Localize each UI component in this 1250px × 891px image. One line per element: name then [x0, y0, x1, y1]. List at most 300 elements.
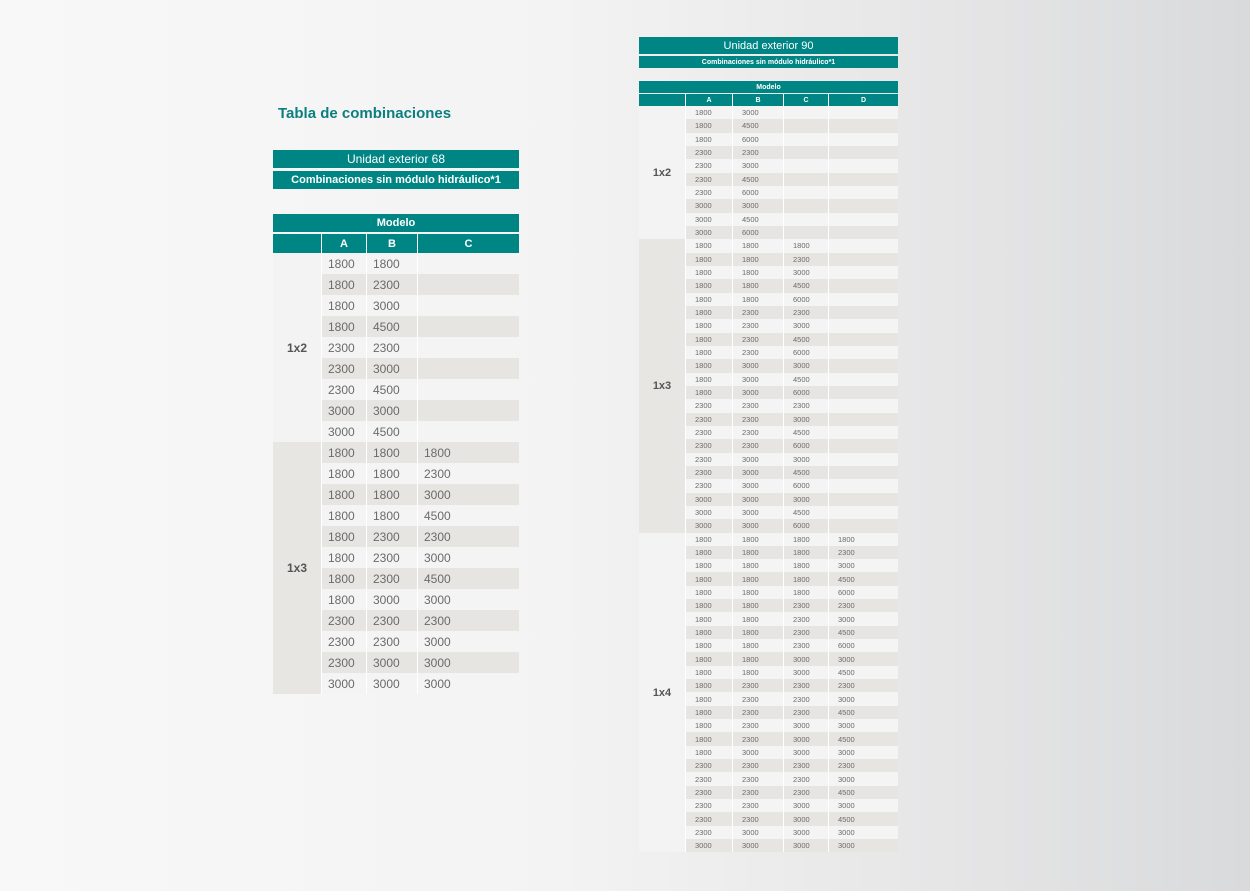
table-cell: 2300 [828, 759, 898, 772]
table-cell: 1800 [685, 293, 732, 306]
table-row [685, 546, 898, 559]
table-cell: 6000 [828, 586, 898, 599]
table-cell: 6000 [828, 639, 898, 652]
table-cell: 1800 [732, 586, 783, 599]
table-cell: 2300 [828, 679, 898, 692]
table-cell: 3000 [828, 719, 898, 732]
table-cell [828, 439, 898, 452]
table-cell: 3000 [685, 506, 732, 519]
table-cell: 3000 [828, 772, 898, 785]
table-cell: 1800 [783, 533, 828, 546]
column-header-a: A [685, 94, 732, 106]
table-row [685, 839, 898, 852]
table-cell [417, 337, 519, 358]
table-row [321, 421, 519, 442]
table-cell: 2300 [685, 466, 732, 479]
table-cell: 1800 [321, 442, 366, 463]
table-cell: 4500 [417, 568, 519, 589]
table-cell [783, 213, 828, 226]
table-row [685, 306, 898, 319]
table-cell: 3000 [417, 589, 519, 610]
table-cell: 4500 [828, 572, 898, 585]
table-row [321, 295, 519, 316]
table-row [321, 337, 519, 358]
table-cell [828, 133, 898, 146]
table-cell: 1800 [685, 306, 732, 319]
table-cell: 2300 [321, 610, 366, 631]
table-cell [828, 399, 898, 412]
table-cell: 6000 [783, 293, 828, 306]
table-row [685, 346, 898, 359]
table-cell [828, 479, 898, 492]
table-row [685, 186, 898, 199]
table-cell: 1800 [685, 679, 732, 692]
column-header-group [273, 234, 321, 253]
table-cell [783, 199, 828, 212]
table-cell: 2300 [685, 439, 732, 452]
table-cell: 4500 [732, 173, 783, 186]
table-row [685, 719, 898, 732]
table-row [685, 373, 898, 386]
table-cell: 1800 [732, 546, 783, 559]
table-row [685, 666, 898, 679]
table-cell: 3000 [366, 358, 417, 379]
table-cell: 2300 [321, 379, 366, 400]
table-cell: 1800 [783, 546, 828, 559]
table-cell: 2300 [732, 799, 783, 812]
table-cell: 1800 [685, 546, 732, 559]
table-row [685, 772, 898, 785]
table-cell [828, 466, 898, 479]
table-cell: 2300 [685, 759, 732, 772]
table-cell: 2300 [783, 786, 828, 799]
column-header-c: C [783, 94, 828, 106]
table-cell: 3000 [732, 373, 783, 386]
table-cell: 1800 [685, 652, 732, 665]
table-cell: 2300 [732, 426, 783, 439]
table-row [685, 173, 898, 186]
table-cell: 3000 [732, 826, 783, 839]
table-cell [828, 119, 898, 132]
table-cell: 2300 [783, 759, 828, 772]
table-cell: 2300 [783, 253, 828, 266]
table-cell: 1800 [685, 626, 732, 639]
table-cell: 2300 [417, 463, 519, 484]
table-cell: 3000 [321, 400, 366, 421]
table-cell: 2300 [783, 639, 828, 652]
table-cell: 1800 [685, 359, 732, 372]
column-header-c: C [417, 234, 519, 253]
table-cell: 2300 [732, 146, 783, 159]
table-cell: 2300 [685, 479, 732, 492]
table-cell: 1800 [685, 746, 732, 759]
table-cell: 3000 [783, 719, 828, 732]
table-cell [828, 146, 898, 159]
table-cell: 3000 [732, 519, 783, 532]
table-row [321, 379, 519, 400]
column-header-group [639, 94, 685, 106]
table-cell: 1800 [321, 463, 366, 484]
table-cell: 3000 [828, 692, 898, 705]
table-cell: 2300 [732, 413, 783, 426]
table-cell: 6000 [783, 519, 828, 532]
table-cell: 3000 [783, 799, 828, 812]
table-cell: 2300 [783, 626, 828, 639]
table-cell [783, 186, 828, 199]
table-row [685, 359, 898, 372]
table-cell [828, 186, 898, 199]
table-cell: 2300 [732, 706, 783, 719]
table-cell: 4500 [828, 706, 898, 719]
column-header-row [639, 94, 898, 106]
table-cell: 2300 [685, 772, 732, 785]
table-cell: 6000 [783, 479, 828, 492]
table-cell: 3000 [783, 746, 828, 759]
table-row [685, 479, 898, 492]
table-cell: 3000 [685, 839, 732, 852]
table-cell [828, 506, 898, 519]
table-cell: 3000 [783, 493, 828, 506]
table-cell: 3000 [783, 413, 828, 426]
table-cell: 2300 [321, 337, 366, 358]
table-cell: 1800 [685, 533, 732, 546]
table-rows [685, 106, 898, 852]
model-header: Modelo [639, 81, 898, 93]
table-cell: 3000 [783, 652, 828, 665]
table-row [321, 631, 519, 652]
table-cell: 4500 [783, 466, 828, 479]
table-cell: 1800 [732, 266, 783, 279]
table-cell: 3000 [783, 319, 828, 332]
table-row [685, 586, 898, 599]
column-header-b: B [366, 234, 417, 253]
table-row [685, 413, 898, 426]
table-row [321, 673, 519, 694]
table-cell [828, 279, 898, 292]
table-cell: 2300 [828, 599, 898, 612]
table-cell: 3000 [828, 612, 898, 625]
unit-90-title: Unidad exterior 90 [639, 37, 898, 54]
table-row [685, 626, 898, 639]
table-cell: 1800 [732, 612, 783, 625]
table-cell: 1800 [732, 239, 783, 252]
table-cell: 3000 [685, 493, 732, 506]
table-cell: 1800 [685, 639, 732, 652]
table-cell [828, 159, 898, 172]
table-cell: 1800 [366, 442, 417, 463]
table-cell: 1800 [685, 599, 732, 612]
table-cell: 1800 [321, 547, 366, 568]
table-cell: 3000 [417, 547, 519, 568]
table-cell: 1800 [685, 666, 732, 679]
table-cell: 4500 [783, 506, 828, 519]
table-cell: 2300 [685, 159, 732, 172]
table-row [685, 199, 898, 212]
table-row [685, 799, 898, 812]
table-cell: 2300 [732, 772, 783, 785]
table-row [321, 400, 519, 421]
table-cell: 2300 [828, 546, 898, 559]
table-cell [828, 413, 898, 426]
table-body [639, 106, 898, 852]
table-cell [783, 173, 828, 186]
table-row [685, 679, 898, 692]
table-cell: 2300 [366, 337, 417, 358]
column-header-d: D [828, 94, 898, 106]
table-cell: 2300 [685, 146, 732, 159]
table-cell: 2300 [417, 526, 519, 547]
table-cell: 3000 [732, 199, 783, 212]
table-row [685, 826, 898, 839]
table-cell: 4500 [783, 426, 828, 439]
table-cell [828, 346, 898, 359]
table-cell: 1800 [321, 568, 366, 589]
table-row [685, 533, 898, 546]
table-cell: 3000 [685, 213, 732, 226]
table-cell: 4500 [366, 379, 417, 400]
table-cell: 2300 [783, 612, 828, 625]
table-cell: 3000 [783, 732, 828, 745]
table-cell: 1800 [685, 706, 732, 719]
table-row [685, 119, 898, 132]
table-cell: 2300 [783, 692, 828, 705]
table-cell: 2300 [685, 426, 732, 439]
table-cell: 2300 [685, 399, 732, 412]
table-cell: 3000 [732, 466, 783, 479]
table-cell: 2300 [321, 358, 366, 379]
table-cell: 6000 [783, 386, 828, 399]
table-cell: 1800 [732, 599, 783, 612]
table-cell: 1800 [732, 639, 783, 652]
table-cell: 3000 [732, 479, 783, 492]
table-cell [828, 173, 898, 186]
table-cell [828, 373, 898, 386]
table-cell: 1800 [321, 295, 366, 316]
table-cell: 2300 [321, 631, 366, 652]
table-cell: 3000 [417, 631, 519, 652]
table-cell: 1800 [732, 652, 783, 665]
table-cell: 1800 [685, 333, 732, 346]
table-cell: 6000 [732, 133, 783, 146]
table-cell: 4500 [732, 119, 783, 132]
table-cell [828, 453, 898, 466]
table-body [273, 253, 519, 694]
table-outdoor-unit-68 [273, 150, 519, 694]
group-label-1x2: 1x2 [273, 253, 321, 442]
table-row [685, 559, 898, 572]
table-cell: 3000 [732, 746, 783, 759]
table-cell: 3000 [732, 506, 783, 519]
table-cell [828, 333, 898, 346]
table-row [685, 612, 898, 625]
model-header: Modelo [273, 214, 519, 232]
table-row [685, 692, 898, 705]
table-cell: 4500 [828, 812, 898, 825]
table-cell: 6000 [732, 186, 783, 199]
table-cell: 1800 [732, 533, 783, 546]
table-cell: 3000 [685, 226, 732, 239]
table-cell: 1800 [685, 732, 732, 745]
table-cell: 2300 [321, 652, 366, 673]
table-cell: 2300 [783, 399, 828, 412]
table-cell [783, 133, 828, 146]
table-cell: 2300 [685, 186, 732, 199]
table-cell: 1800 [828, 533, 898, 546]
table-rows [321, 253, 519, 694]
table-cell: 2300 [366, 568, 417, 589]
table-cell: 3000 [732, 359, 783, 372]
table-cell: 6000 [783, 346, 828, 359]
table-cell: 4500 [366, 316, 417, 337]
table-cell: 6000 [732, 226, 783, 239]
table-row [321, 253, 519, 274]
table-row [321, 568, 519, 589]
table-cell: 3000 [783, 826, 828, 839]
table-cell: 3000 [783, 266, 828, 279]
table-row [321, 526, 519, 547]
table-cell: 3000 [366, 295, 417, 316]
table-cell: 3000 [828, 799, 898, 812]
table-cell: 1800 [685, 559, 732, 572]
table-cell: 1800 [783, 586, 828, 599]
unit-68-subtitle: Combinaciones sin módulo hidráulico*1 [273, 171, 519, 189]
table-cell: 1800 [321, 253, 366, 274]
group-labels [273, 253, 321, 694]
table-cell: 1800 [685, 319, 732, 332]
table-cell [417, 253, 519, 274]
table-cell [828, 199, 898, 212]
table-outdoor-unit-90 [639, 37, 898, 852]
table-row [685, 706, 898, 719]
table-cell [783, 226, 828, 239]
table-cell: 1800 [366, 463, 417, 484]
table-cell [417, 358, 519, 379]
table-cell [828, 493, 898, 506]
table-cell: 2300 [783, 599, 828, 612]
table-row [685, 453, 898, 466]
table-row [321, 652, 519, 673]
table-cell: 2300 [732, 399, 783, 412]
table-cell: 3000 [417, 484, 519, 505]
table-cell: 3000 [783, 453, 828, 466]
table-cell [828, 386, 898, 399]
table-cell: 1800 [732, 626, 783, 639]
table-cell: 2300 [685, 413, 732, 426]
table-cell: 3000 [732, 839, 783, 852]
table-row [685, 293, 898, 306]
table-cell [828, 426, 898, 439]
table-cell [828, 306, 898, 319]
table-row [685, 786, 898, 799]
table-cell: 1800 [685, 279, 732, 292]
table-cell: 3000 [828, 652, 898, 665]
table-cell: 2300 [685, 786, 732, 799]
table-cell: 3000 [828, 559, 898, 572]
table-cell: 1800 [417, 442, 519, 463]
table-cell [828, 319, 898, 332]
table-cell: 3000 [732, 453, 783, 466]
table-row [685, 133, 898, 146]
table-row [685, 226, 898, 239]
unit-90-subtitle: Combinaciones sin módulo hidráulico*1 [639, 56, 898, 68]
table-cell [828, 519, 898, 532]
table-row [685, 239, 898, 252]
table-row [685, 399, 898, 412]
table-row [685, 106, 898, 119]
table-cell: 2300 [732, 679, 783, 692]
table-cell: 1800 [685, 266, 732, 279]
table-cell: 4500 [828, 666, 898, 679]
group-label-1x4: 1x4 [639, 533, 685, 853]
table-cell: 2300 [783, 679, 828, 692]
table-cell: 3000 [366, 673, 417, 694]
table-cell: 3000 [366, 400, 417, 421]
table-row [685, 652, 898, 665]
table-cell [783, 106, 828, 119]
table-cell: 3000 [732, 106, 783, 119]
column-header-row [273, 234, 519, 253]
table-cell: 1800 [321, 484, 366, 505]
table-cell: 4500 [417, 505, 519, 526]
table-cell [783, 159, 828, 172]
table-cell [417, 274, 519, 295]
table-cell: 3000 [366, 652, 417, 673]
table-cell: 2300 [732, 692, 783, 705]
table-cell: 1800 [685, 106, 732, 119]
table-cell: 1800 [321, 505, 366, 526]
column-header-b: B [732, 94, 783, 106]
table-row [685, 812, 898, 825]
table-cell: 1800 [685, 373, 732, 386]
table-cell [417, 295, 519, 316]
table-row [685, 519, 898, 532]
table-cell: 2300 [685, 799, 732, 812]
table-cell: 1800 [685, 612, 732, 625]
table-row [685, 506, 898, 519]
table-row [685, 599, 898, 612]
table-cell: 3000 [417, 652, 519, 673]
table-cell: 2300 [366, 547, 417, 568]
table-cell: 1800 [732, 559, 783, 572]
table-cell: 2300 [732, 439, 783, 452]
table-cell: 1800 [732, 666, 783, 679]
table-cell [783, 146, 828, 159]
table-cell: 3000 [732, 386, 783, 399]
table-cell: 2300 [732, 759, 783, 772]
table-row [685, 213, 898, 226]
table-cell: 1800 [366, 484, 417, 505]
table-row [321, 274, 519, 295]
table-row [685, 639, 898, 652]
table-cell: 2300 [783, 306, 828, 319]
table-cell: 1800 [366, 253, 417, 274]
table-cell: 3000 [828, 826, 898, 839]
table-row [685, 266, 898, 279]
table-cell [417, 379, 519, 400]
table-cell: 2300 [732, 732, 783, 745]
table-cell: 1800 [732, 572, 783, 585]
table-cell: 2300 [685, 173, 732, 186]
table-cell [783, 119, 828, 132]
group-label-1x3: 1x3 [639, 239, 685, 532]
table-cell: 1800 [685, 572, 732, 585]
table-row [685, 426, 898, 439]
table-cell: 2300 [685, 826, 732, 839]
table-cell: 2300 [783, 706, 828, 719]
group-labels [639, 106, 685, 852]
table-cell: 1800 [685, 386, 732, 399]
unit-68-title: Unidad exterior 68 [273, 150, 519, 168]
